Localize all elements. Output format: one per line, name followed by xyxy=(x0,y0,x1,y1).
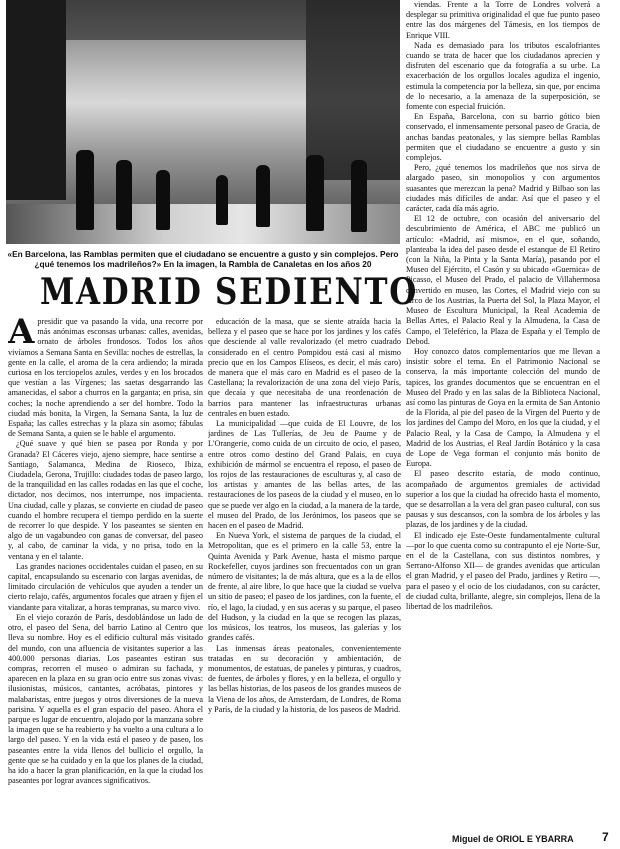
street-ground xyxy=(6,204,400,244)
paragraph: En Nueva York, el sistema de parques de la ciudad, el Metropolitan, que es el primero en la calle 53, entre la Quinta Avenida y Park Avenue, hasta el mismo parque Rockefeller, cuyos jardines son frecuentados con un gran número de visitantes; la de más altura, que es a la de ellos de frente, al aire libre, lo que hace que la ciudad se vuelva un sitio de paseo; el paseo de los jardines, con la fuente, el río, el lago, la ciudad, y en sus aceras y su parque, el paseo del Hudson, y la ciudad en la que se recogen las plazas, los músicos, los teatros, los museos, las galerías y los grandes cafés. xyxy=(208,531,401,643)
paragraph: En el viejo corazón de París, desdoblándose un lado de otro, el paseo del Sena, del barrio Latino al Centro que lleva su nombre. Hoy es el edificio cultural más visitado del mundo, con una afluencia de visitantes superior a las 400.000 personas diarias. Los paseantes estiran sus compras, recorren el museo o admiran su fachada, y aparecen en la plaza en su gran ocio entre sus zonas vivas: ilusionistas, músicos, cantantes, acróbatas, pintores y malabaristas, entre juegos y otros diversiones de la nueva parisina. Y aquella es el gran espacio del paseo. Ahora el parque es lugar de encuentro, alojado por la manzana sobre la imagen que se ha reabierto y ha vuelto a una cultura a lo largo del paseo. Y en la vida está el paseo y de paseo, los paseantes entre la vida llenos del bullicio el orgullo, la gente que se ha cuidado y en la que los planes de la ciudad, ha ido a hacer la gran planificación, en la que la ciudad los paseantes por lograr avances significativos. xyxy=(8,612,203,786)
paragraph: En España, Barcelona, con su barrio gótico bien conservado, el inmensamente personal paseo de Gracia, de anchas bandas peatonales, y las siempre bellas Ramblas permiten que el ciudadano se encuentre a gusto y sin complejos. xyxy=(406,112,600,163)
pedestrian-figure xyxy=(306,155,324,231)
article-title: MADRID SEDIENTO xyxy=(40,271,418,313)
pedestrian-figure xyxy=(116,160,132,230)
paragraph: Pero, ¿qué tenemos los madrileños que nos sirva de alargado paseo, sin monopolios y con argumentos suasantes que merezcan la pena? Madrid y Bilbao son las ciudades más difíciles de andar. Así que el paseo y el carácter, cada día más agrio. xyxy=(406,163,600,214)
paragraph: educación de la masa, que se siente atraída hacia la belleza y el paseo que se hace por los jardines y los cafés que desciende al valle revalorizado (el metro cuadrado considerado en el centro Pompidou está casi al mismo precio que en los Campos Elíseos, es decir, el más caro) de manera que el más caro en Madrid es el paseo de la Castellana; la revalorización de una zona del viejo París, que decaía y que necesitaba de una reordenación de barrios para mantener las infraestructuras urbanas centrales en buen estado. xyxy=(208,317,401,418)
page-number: 7 xyxy=(602,830,609,844)
paragraph: El paseo descrito estaría, de modo continuo, acompañado de argumentos gremiales de actividad superior a los que la ciudad ha ofrecido hasta el momento, que se desarrollan a la vera del gran paseo cultural, con sus pausas y sus descansos, con la sombra de los árboles y las plazas, de los jardines y de la ciudad. xyxy=(406,469,600,530)
text-column-1 xyxy=(8,317,203,786)
paragraph: viendas. Frente a la Torre de Londres volverá a desplegar su primitiva originalidad el que fue punto paseo entre las dos márgenes del Támesis, en los tiempos de Enrique VIII. xyxy=(406,0,600,40)
pedestrian-figure xyxy=(156,170,170,230)
paragraph: Hoy conozco datos complementarios que me llevan a insistir sobre el tema. En el Patrimonio Nacional se conserva, la más importante colección del mundo de tapices, los grandes documentos que se encuentran en el Museo del Prado y en las salas de la Biblioteca Nacional, así como las pinturas de Goya en la ermita de San Antonio de la Florida, al pie del paseo de la Virgen del Puerto y de los jardines del Campo del Moro, en los que la ciudad, y el Palacio Real, y la Casa de Campo, la Almudena y el Madrid de los Austrias, el Real Jardín Botánico y la casa de Lope de Vega forman el conjunto más bonito de Europa. xyxy=(406,346,600,469)
author-byline: Miguel de ORIOL E YBARRA xyxy=(452,834,574,844)
paragraph: Nada es demasiado para los tributos escalofriantes cuando se trata de hacer que los ciudadanos aprecien y disfruten del escenario que da fotografía a su urbe. La exacerbación de los orgullos locales agudiza el ingenio, estimula la competencia por la belleza, sin que, por encima de lo necesario, a la amenaza de la superposición, se fomente con especial fruición. xyxy=(406,40,600,112)
text-column-2 xyxy=(208,317,401,715)
tree-silhouette xyxy=(6,0,66,200)
tree-silhouette xyxy=(306,0,400,180)
paragraph: ¿Qué suave y qué bien se pasea por Ronda y por Granada? El Cáceres viejo, ajeno siempre, hace sentirse a Santiago, Salamanca, Medina de Rioseco, Ibiza, Ciudadela, Gerona, Trujillo: ciudades todas de paseo largo, de la tranquilidad en las calles rodadas en las que el coche, dictador, nos decimos, nos interrumpe, nos impacienta. Una ciudad, calle y plazas, se convierte en ciudad de paseo cuando el hombre recupera el tiempo perdido en la suerte de recorrer lo que despide. Y los paseantes se sienten en algo de un vagabundeo con ganas de conversar, del paseo y, al cabo, de caminar la vida, y no prisa, todo en la ventana y en el talante. xyxy=(8,439,203,561)
pedestrian-figure xyxy=(76,150,94,230)
paragraph: El 12 de octubre, con ocasión del aniversario del descubrimiento de América, el ABC me publicó un artículo: «Madrid, así mismo», en el que, soñando, planteaba la idea del paseo desde el estanque de El Retiro (con la Niña, la Pinta y la Santa María), pasando por el Museo del Ejército, el Casón y su ubicado «Guernica» de Picasso, el Museo del Prado, el palacio de Villahermosa convertido en museo, las Cortes, el Madrid viejo con su Arco de los Austrias, la Puerta del Sol, la Plaza Mayor, el Museo de Escultura Municipal, la Real Academia de Bellas Artes, el Palacio Real y la Almudena, la Casa de Campo, el Teleférico, la Plaza de España y el Templo de Debod. xyxy=(406,214,600,346)
tree-silhouette xyxy=(66,0,306,40)
pedestrian-figure xyxy=(351,160,367,232)
paragraph-text: presidir que va pasando la vida, una recorre por más anónimas esconsas urbanas: calles, avenidas, ornato de árboles frondosos. Todos los años vivíamos a Semana Santa en Sevilla: noches de estrellas, la gente en la calle, el aroma de la cera ardiendo; la mirada curiosa en los terciopelos azules, verdes y en los brocados que vestían a las Vírgenes; las saetas desgarrando las amanecidas, el sabor a churros en la garganta; en prisa, sin coches; la noche aprendiendo a ser del hombre. Todo la ciudad más bonita, la Virgen, la Semana Santa, la luz de España; las calles estrechas y la plaza sin asomo; fábulas de Semana Santa, a quien se le hable el argumento. xyxy=(8,317,203,439)
paragraph xyxy=(8,317,203,439)
photo-caption: «En Barcelona, las Ramblas permiten que el ciudadano se encuentre a gusto y sin complejos. Pero ¿qué tenemos los madrileños?» En la imagen, la Rambla de Canaletas en los años 20 xyxy=(7,249,399,269)
pedestrian-figure xyxy=(256,165,270,227)
text-column-3 xyxy=(406,0,600,612)
paragraph: El indicado eje Este-Oeste fundamentalmente cultural —por lo que cuenta como su contrapunto el eje Norte-Sur, en el de la Castellana, con sus distintos nombres, y Serrano-Alfonso XII— de grandes avenidas que articulan el gran Madrid, y el paseo del Prado, jardines y Retiro —, para el paseo y el ocio de los ciudadanos, con su carácter, de ciudad culta, brillante, alegre, sin complejos, llena de la libertad de los madrileños. xyxy=(406,530,600,611)
drop-cap: A xyxy=(8,317,35,352)
paragraph: La municipalidad —que cuida de El Louvre, de los jardines de Las Tullerías, de Jeu de Paume y de L'Orangerie, como cuida de un circuito de ocio, el paseo, entre otros como destino del Grand Palais, en cuya exhibición de mármol se encuentra el reposo, el paseo de los rojos de las restauraciones de esculturas y, al caso de los artistas y amantes de las bellas artes, de las restauraciones de los paseos de la ciudad y el museo, en lo que se puede ver algo en la ciudad, a la manera de la tarde, el museo del Prado, de los Jerónimos, los paseos que se hacen en el paseo de Madrid. xyxy=(208,419,401,531)
paragraph: Las grandes naciones occidentales cuidan el paseo, en su capital, encapsulando su escenario con largas avenidas, de limitado circulación de vehículos que ayuden a tender un cierto relajo, cafés, argumentos focales que atraen y fijen el viandante para vitalizar, a horas tempranas, su marco vivo. xyxy=(8,561,203,612)
pedestrian-figure xyxy=(216,175,228,225)
ramblas-photo xyxy=(6,0,400,244)
paragraph: Las inmensas áreas peatonales, convenientemente tratadas en su decoración y ambientación, de monumentos, de estatuas, de paneles y pinturas, y cuadros, de fuentes, de árboles y flores, y en la belleza, el orgullo y las bellas historias, de los paseos de los grandes museos de la Viena de los años, de Amsterdam, de Londres, de Roma y París, de la ciudad y la historia, de los paseos de Madrid. xyxy=(208,643,401,714)
